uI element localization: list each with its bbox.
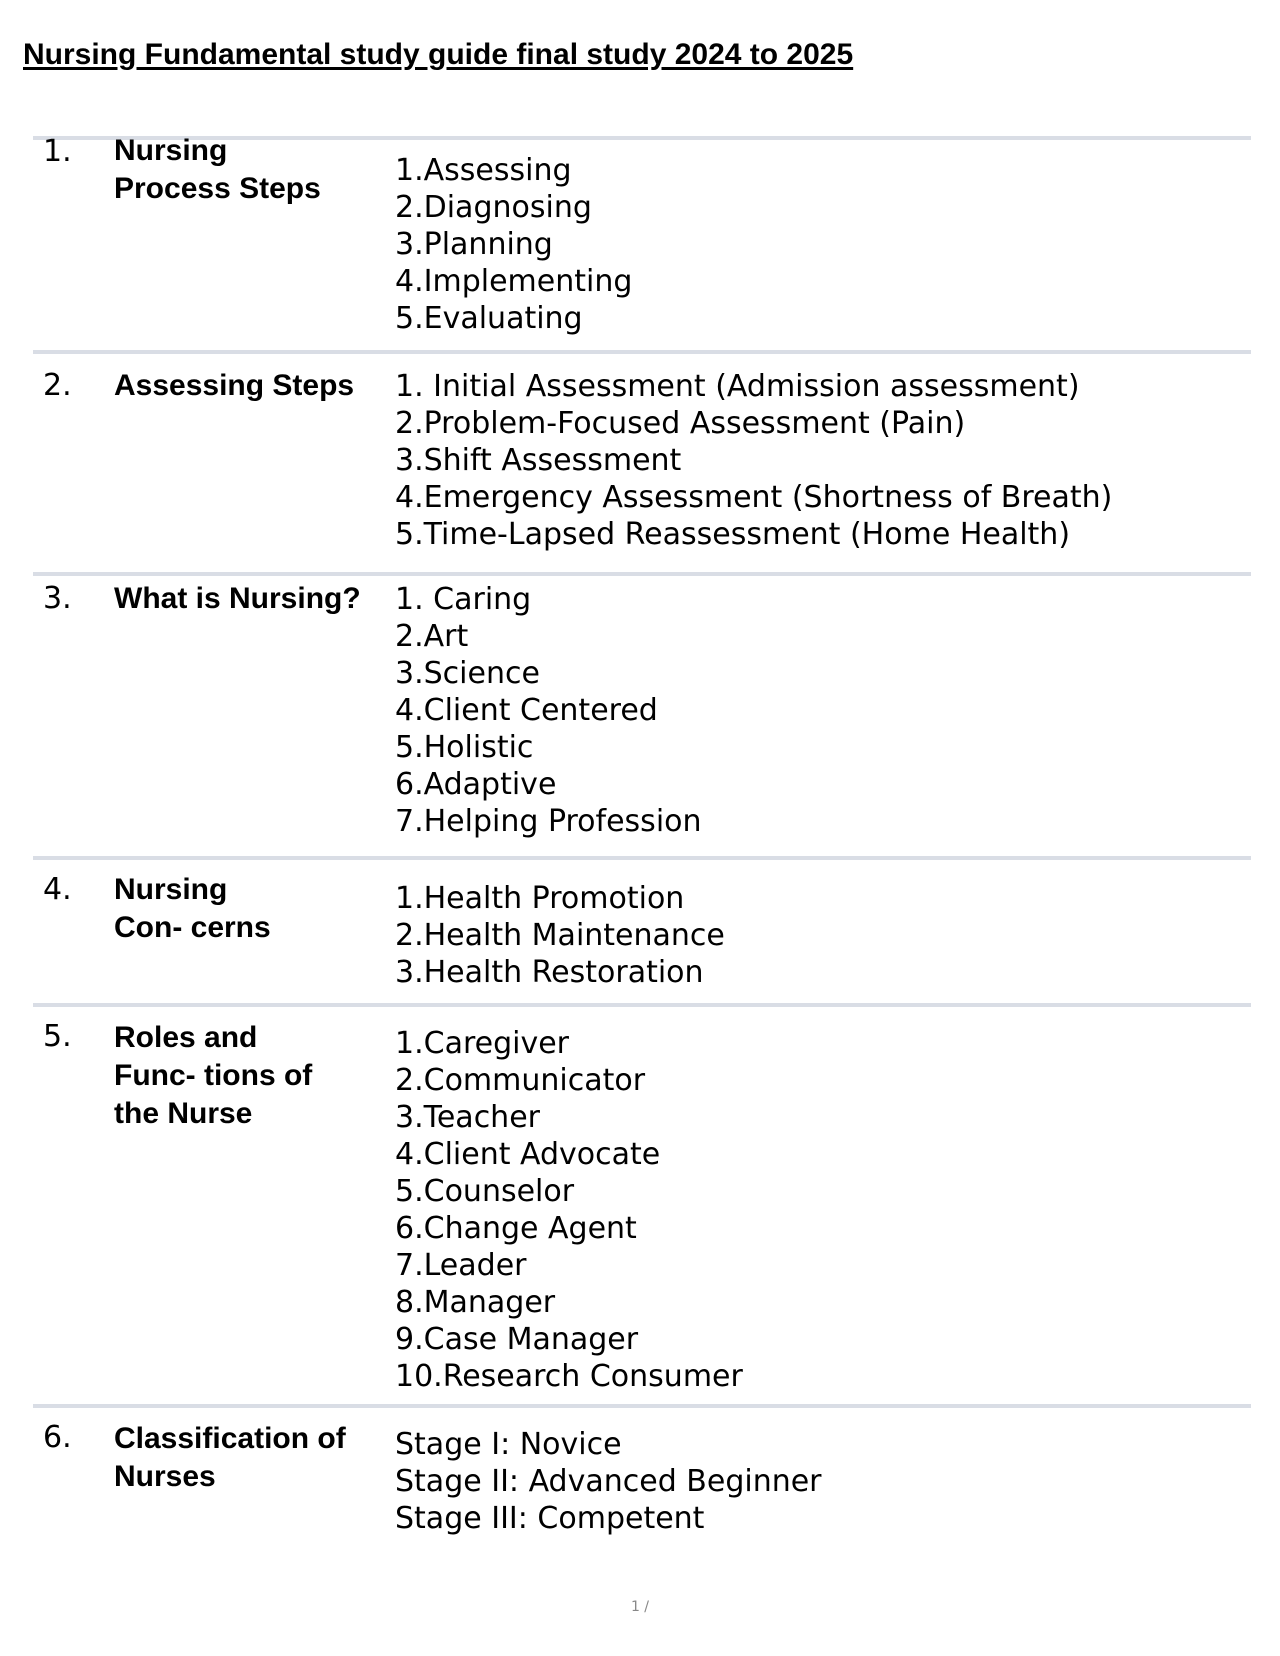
document-title: Nursing Fundamental study guide final study 2024 to 2025 [23, 38, 854, 71]
list-item: 2.Communicator [395, 1063, 646, 1098]
list-item: Stage III: Competent [395, 1501, 705, 1536]
section-nursing-process-steps [33, 136, 1251, 352]
item-list [395, 368, 1112, 553]
section-nursing-concerns [33, 856, 1251, 1006]
list-item: 3.Health Restoration [395, 955, 704, 990]
section-number: 1. [43, 134, 72, 169]
list-item: 4.Client Centered [395, 693, 658, 728]
list-item: 5.Time-Lapsed Reassessment (Home Health) [395, 517, 1071, 552]
section-topic [114, 132, 394, 208]
topic-line: Nursing [114, 134, 228, 167]
list-item: 8.Manager [395, 1285, 556, 1320]
topic-line: the Nurse [114, 1097, 253, 1130]
list-item: 2.Art [395, 619, 469, 654]
topic-line: Nurses [114, 1460, 216, 1493]
list-item: Stage II: Advanced Beginner [395, 1464, 822, 1499]
list-item: 3.Teacher [395, 1100, 540, 1135]
topic-line: Assessing Steps [114, 369, 355, 402]
section-topic [114, 580, 394, 618]
item-list [395, 1426, 822, 1537]
list-item: 9.Case Manager [395, 1322, 639, 1357]
section-number: 3. [43, 581, 72, 616]
topic-line: Process Steps [114, 172, 321, 205]
topic-line: Nursing [114, 873, 228, 906]
list-item: 3.Science [395, 656, 540, 691]
list-item: 1. Caring [395, 582, 532, 617]
section-number: 4. [43, 872, 72, 907]
topic-line: What is Nursing? [114, 582, 361, 615]
list-item: 1.Health Promotion [395, 881, 685, 916]
list-item: 1.Assessing [395, 153, 572, 188]
list-item: 2.Diagnosing [395, 190, 592, 225]
list-item: 4.Emergency Assessment (Shortness of Breath) [395, 480, 1113, 515]
list-item: 1. Initial Assessment (Admission assessment) [395, 369, 1080, 404]
list-item: 7.Helping Profession [395, 804, 702, 839]
list-item: 5.Evaluating [395, 301, 583, 336]
list-item: 5.Holistic [395, 730, 534, 765]
list-item: 2.Problem-Focused Assessment (Pain) [395, 406, 966, 441]
list-item: 2.Health Maintenance [395, 918, 725, 953]
section-number: 6. [43, 1420, 72, 1455]
section-topic [114, 1420, 394, 1496]
topic-line: Classification of [114, 1422, 346, 1455]
list-item: Stage I: Novice [395, 1427, 622, 1462]
list-item: 3.Shift Assessment [395, 443, 682, 478]
list-item: 7.Leader [395, 1248, 527, 1283]
topic-line: Func- tions of [114, 1059, 313, 1092]
item-list [395, 1025, 743, 1395]
section-number: 2. [43, 368, 72, 403]
list-item: 4.Implementing [395, 264, 633, 299]
topic-line: Con- cerns [114, 911, 271, 944]
topic-line: Roles and [114, 1021, 258, 1054]
list-item: 5.Counselor [395, 1174, 575, 1209]
section-topic [114, 367, 394, 405]
list-item: 10.Research Consumer [395, 1359, 743, 1394]
list-item: 1.Caregiver [395, 1026, 570, 1061]
section-roles-and-functions [33, 1003, 1251, 1407]
list-item: 4.Client Advocate [395, 1137, 661, 1172]
section-topic [114, 1019, 394, 1133]
list-item: 6.Change Agent [395, 1211, 637, 1246]
section-number: 5. [43, 1019, 72, 1054]
page-indicator: 1 / [630, 1599, 650, 1615]
item-list [395, 581, 702, 840]
list-item: 3.Planning [395, 227, 553, 262]
section-what-is-nursing [33, 572, 1251, 858]
section-classification-of-nurses [33, 1404, 1251, 1558]
section-topic [114, 871, 394, 947]
item-list [395, 152, 632, 337]
section-assessing-steps [33, 350, 1251, 574]
list-item: 6.Adaptive [395, 767, 557, 802]
item-list [395, 880, 725, 991]
